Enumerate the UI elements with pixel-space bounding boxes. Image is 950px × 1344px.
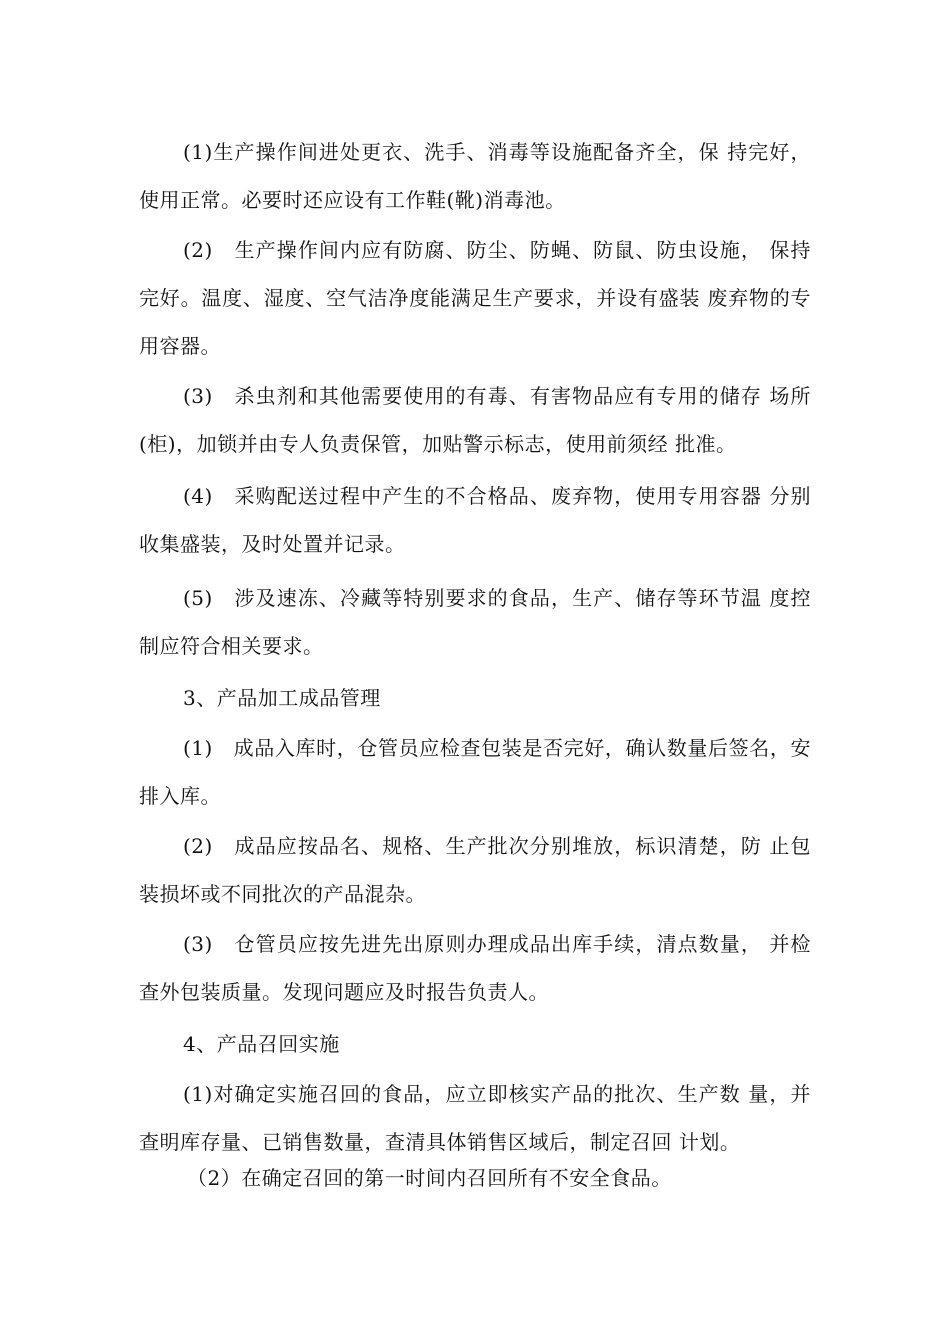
paragraph-warehouse-entry: (1) 成品入库时，仓管员应检查包装是否完好，确认数量后签名，安排入库。	[139, 736, 811, 808]
paragraph-waste-handling: (4) 采购配送过程中产生的不合格品、废弃物，使用专用容器 分别收集盛装，及时处置并记录。	[139, 484, 811, 556]
paragraph-stacking: (2) 成品应按品名、规格、生产批次分别堆放，标识清楚，防 止包装损坏或不同批次的产品混杂。	[139, 834, 811, 906]
paragraph-temperature-control: (5) 涉及速冻、冷藏等特别要求的食品，生产、储存等环节温 度控制应符合相关要求。	[139, 586, 811, 658]
paragraph-recall-plan: (1)对确定实施召回的食品，应立即核实产品的批次、生产数 量，并查明库存量、已销售数量，查清具体销售区域后，制定召回 计划。	[139, 1082, 811, 1154]
paragraph-dispatch: (3) 仓管员应按先进先出原则办理成品出库手续，清点数量， 并检查外包装质量。发现问题应及时报告负责人。	[139, 932, 811, 1004]
paragraph-pest-control: (2) 生产操作间内应有防腐、防尘、防蝇、防鼠、防虫设施， 保持完好。温度、湿度、空气洁净度能满足生产要求，并设有盛装 废弃物的专用容器。	[139, 238, 811, 358]
paragraph-facilities-changing: (1)生产操作间进处更衣、洗手、消毒等设施配备齐全，保 持完好，使用正常。必要时还应设有工作鞋(靴)消毒池。	[139, 140, 811, 212]
section-heading-finished-products: 3、产品加工成品管理	[183, 686, 381, 710]
paragraph-recall-first-time: （2）在确定召回的第一时间内召回所有不安全食品。	[187, 1166, 672, 1190]
section-heading-product-recall: 4、产品召回实施	[183, 1032, 340, 1056]
paragraph-toxic-storage: (3) 杀虫剂和其他需要使用的有毒、有害物品应有专用的储存 场所(柜)，加锁并由专人负责保管，加贴警示标志，使用前须经 批准。	[139, 384, 811, 456]
